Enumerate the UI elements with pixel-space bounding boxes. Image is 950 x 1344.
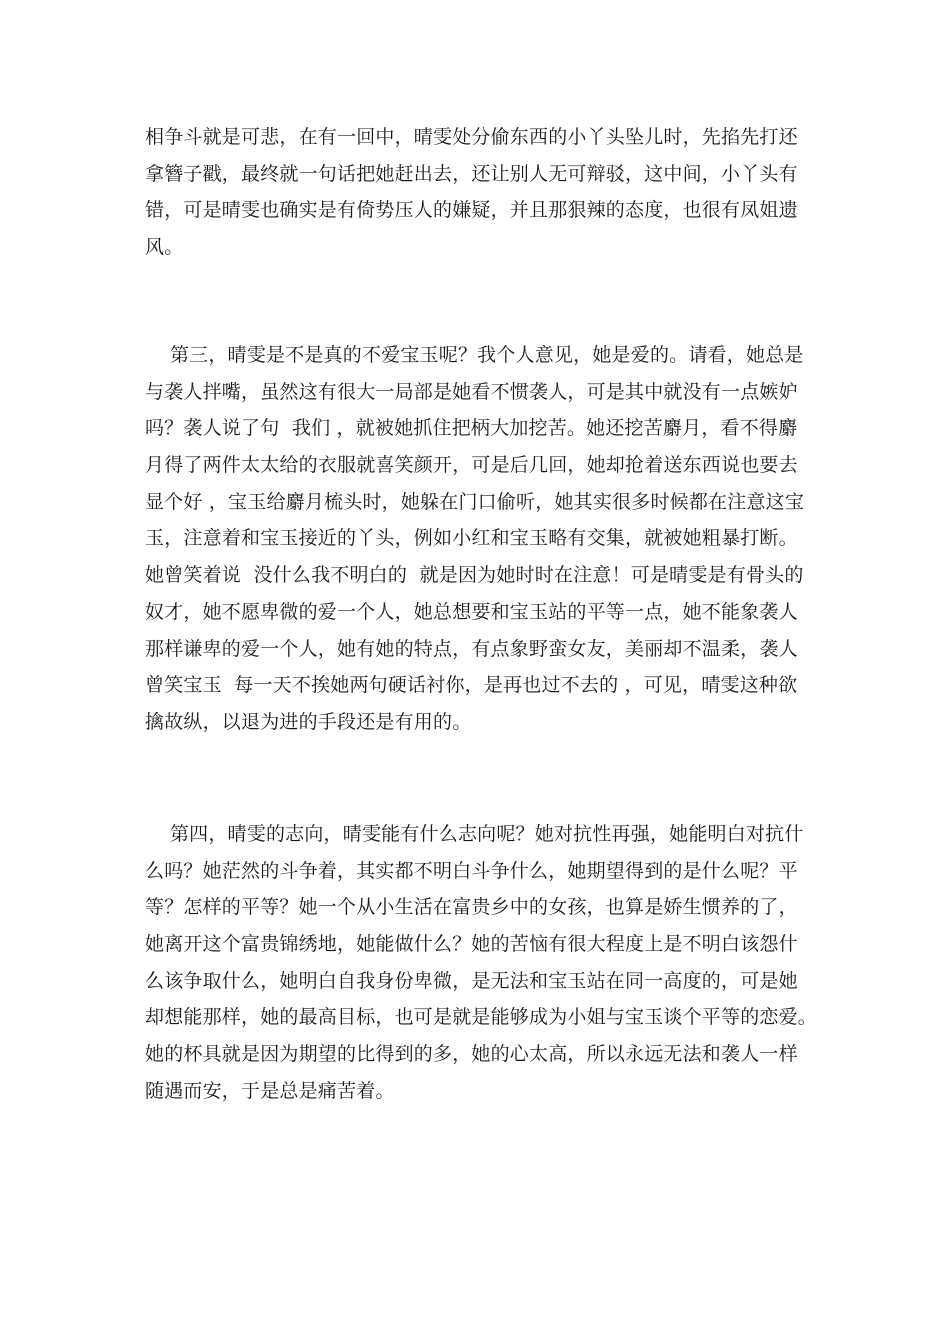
text-line: 她曾笑着说 没什么我不明白的 就是因为她时时在注意！可是晴雯是有骨头的 [145, 564, 804, 587]
text-line: 曾笑宝玉 每一天不挨她两句硬话衬你，是再也过不去的 ，可见，晴雯这种欲 [145, 674, 798, 697]
paragraph-3 [145, 816, 818, 1110]
text-line: 那样谦卑的爱一个人，她有她的特点，有点象野蛮女友，美丽却不温柔，袭人 [145, 637, 798, 660]
text-line: 拿簪子戳，最终就一句话把她赶出去，还让别人无可辩驳，这中间，小丫头有 [145, 162, 798, 185]
text-line: 相争斗就是可悲，在有一回中，晴雯处分偷东西的小丫头坠儿时，先掐先打还 [145, 126, 798, 148]
text-line: 玉，注意着和宝玉接近的丫头，例如小红和宝玉略有交集，就被她粗暴打断。 [145, 527, 798, 550]
text-line: 风。 [145, 236, 184, 259]
text-line: 随遇而安，于是总是痛苦着。 [145, 1079, 395, 1102]
text-line: 与袭人拌嘴，虽然这有很大一局部是她看不惯袭人，可是其中就没有一点嫉妒 [145, 380, 798, 403]
text-line: 显个好 ，宝玉给麝月梳头时，她躲在门口偷听，她其实很多时候都在注意这宝 [145, 490, 805, 513]
text-line: 等？怎样的平等？她一个从小生活在富贵乡中的女孩，也算是娇生惯养的了， [145, 896, 798, 919]
text-line: 错，可是晴雯也确实是有倚势压人的嫌疑，并且那狠辣的态度，也很有凤姐遗 [145, 199, 798, 222]
text-line: 却想能那样，她的最高目标，也可是就是能够成为小姐与宝玉谈个平等的恋爱。 [145, 1006, 818, 1029]
text-line: 么该争取什么，她明白自我身份卑微，是无法和宝玉站在同一高度的，可是她 [145, 969, 798, 992]
text-line: 吗？袭人说了句 我们 ，就被她抓住把柄大加挖苦。她还挖苦麝月，看不得麝 [145, 417, 798, 440]
text-line: 第四，晴雯的志向，晴雯能有什么志向呢？她对抗性再强，她能明白对抗什 [145, 823, 804, 845]
paragraph-2 [145, 337, 810, 741]
text-line: 奴才，她不愿卑微的爱一个人，她总想要和宝玉站的平等一点，她不能象袭人 [145, 600, 798, 623]
text-line: 她的杯具就是因为期望的比得到的多，她的心太高，所以永远无法和袭人一样 [145, 1043, 798, 1066]
text-line: 擒故纵，以退为进的手段还是有用的。 [145, 710, 472, 733]
text-line: 月得了两件太太给的衣服就喜笑颜开，可是后几回，她却抢着送东西说也要去 [145, 454, 798, 477]
text-line: 第三，晴雯是不是真的不爱宝玉呢？我个人意见，她是爱的。请看，她总是 [145, 344, 804, 366]
text-line: 么吗？她茫然的斗争着，其实都不明白斗争什么，她期望得到的是什么呢？平 [145, 859, 798, 882]
paragraph-1 [145, 119, 810, 266]
text-line: 她离开这个富贵锦绣地，她能做什么？她的苦恼有很大程度上是不明白该怨什 [145, 933, 798, 956]
